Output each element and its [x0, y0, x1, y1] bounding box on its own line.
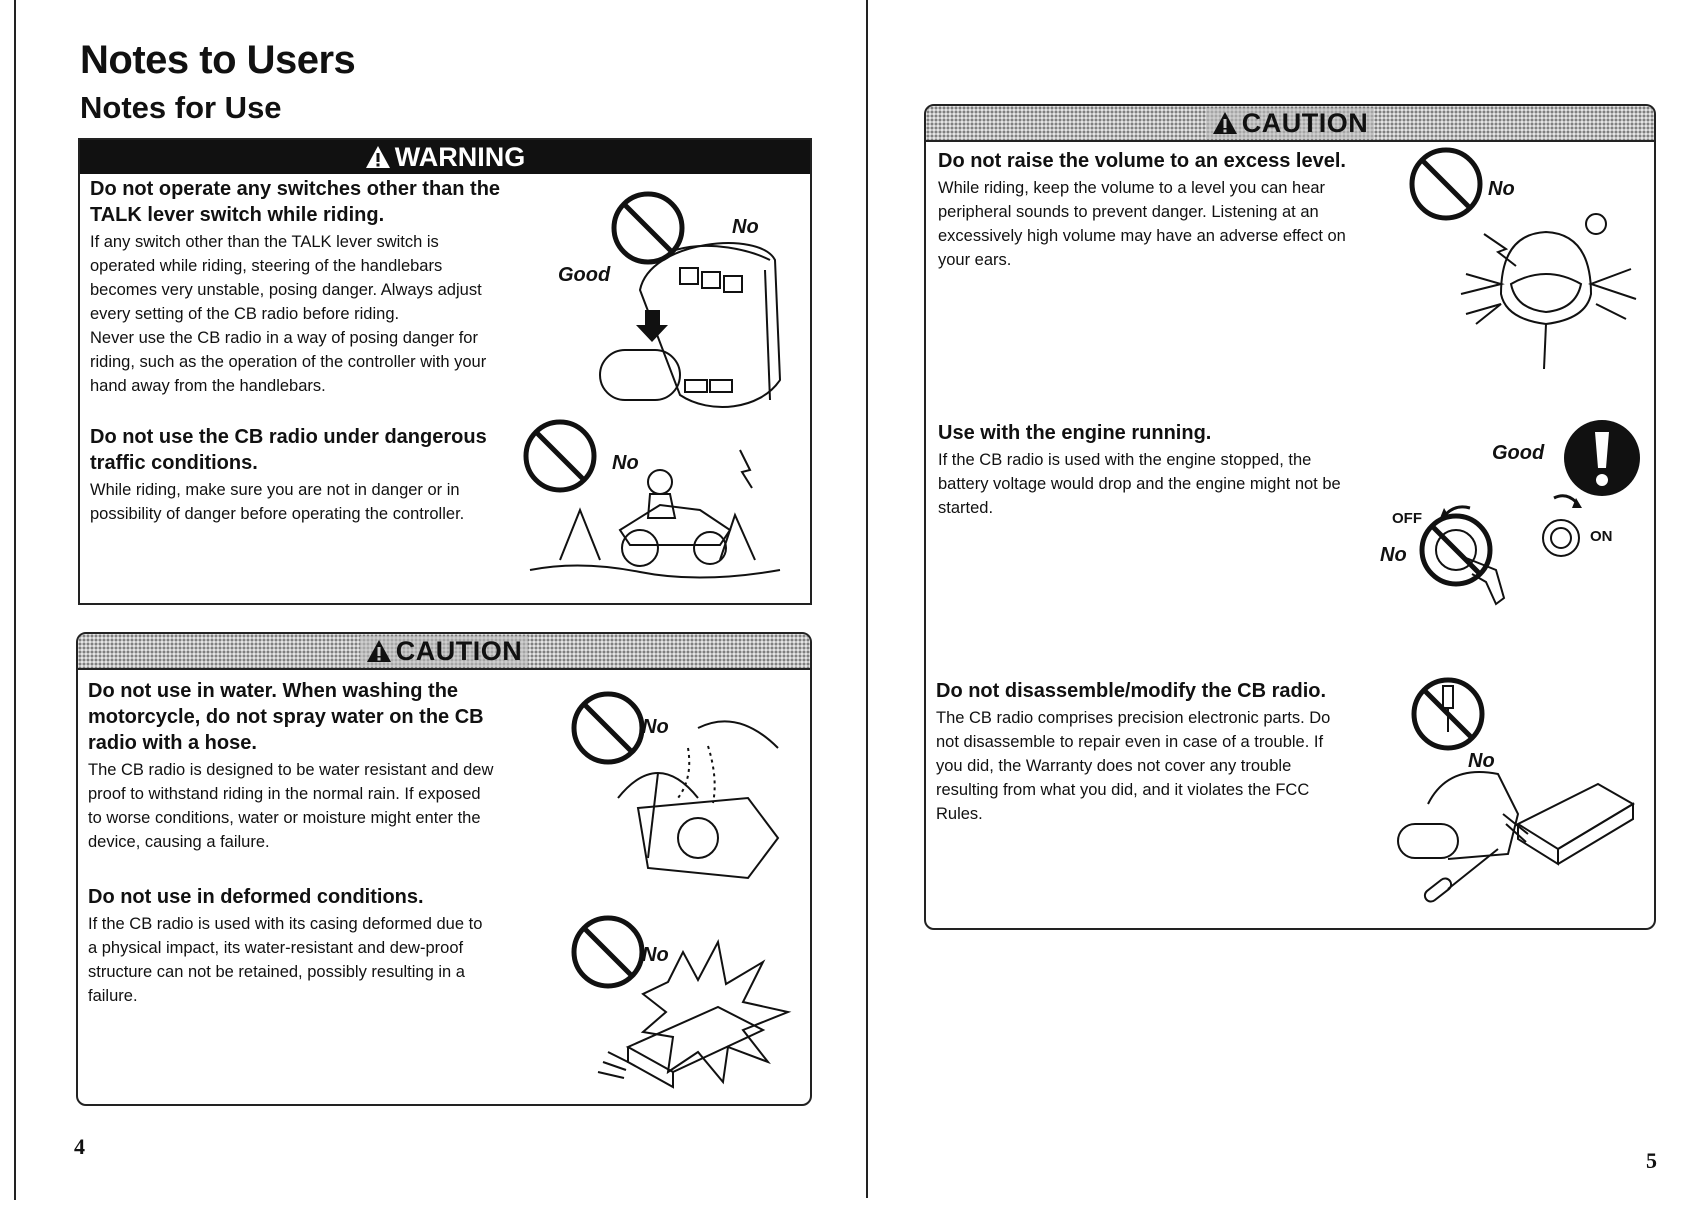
- label-no: No: [732, 216, 759, 238]
- heading-line: TALK lever switch while riding.: [90, 204, 385, 226]
- page-number-right: 5: [1646, 1148, 1657, 1173]
- disassemble-illustration: [1388, 674, 1638, 914]
- warning-header-text: WARNING: [394, 141, 526, 172]
- body-line: peripheral sounds to prevent danger. Listening at an: [938, 203, 1319, 221]
- body-line: structure can not be retained, possibly resulting in a: [88, 963, 465, 981]
- body-line: becomes very unstable, posing danger. Always adjust: [90, 281, 482, 299]
- helmet-volume-illustration: [1406, 144, 1646, 374]
- section-body: [938, 448, 1398, 520]
- heading-line: Do not use the CB radio under dangerous: [90, 426, 487, 448]
- body-line: If any switch other than the TALK lever switch is: [90, 233, 439, 251]
- label-good: Good: [558, 264, 611, 286]
- body-line: resulting from what you did, and it violates the FCC: [936, 781, 1310, 799]
- deformed-radio-illustration: [548, 912, 808, 1092]
- caution-header-text: CAUTION: [395, 635, 523, 666]
- body-line: failure.: [88, 987, 138, 1005]
- label-on: ON: [1590, 528, 1613, 545]
- body-line: not disassemble to repair even in case of a trouble. If: [936, 733, 1324, 751]
- body-line: to worse conditions, water or moisture might enter the: [88, 809, 481, 827]
- section-heading: [936, 678, 1396, 704]
- label-off: OFF: [1392, 510, 1422, 527]
- section-body: [936, 706, 1396, 826]
- caution-box-left: [76, 632, 812, 1106]
- page-subtitle: Notes for Use: [80, 90, 282, 125]
- heading-line: Use with the engine running.: [938, 422, 1212, 444]
- label-no: No: [1488, 178, 1515, 200]
- heading-line: Do not operate any switches other than the: [90, 178, 501, 200]
- section-heading: [938, 148, 1398, 174]
- heading-line: Do not raise the volume to an excess level.: [938, 150, 1346, 172]
- washing-motorcycle-illustration: [548, 688, 798, 888]
- heading-line: Do not use in water. When washing the: [88, 680, 459, 702]
- caution-box-right: [924, 104, 1656, 930]
- warning-header-bar: [80, 140, 810, 174]
- caution-section-disassemble: [936, 678, 1396, 826]
- label-no: No: [642, 944, 669, 966]
- body-line: operated while riding, steering of the handlebars: [90, 257, 443, 275]
- label-no: No: [1380, 544, 1407, 566]
- handlebar-switch-illustration: [560, 180, 800, 420]
- motorcycle-traffic-illustration: [520, 420, 790, 600]
- label-no: No: [1468, 750, 1495, 772]
- section-heading: [938, 420, 1398, 446]
- caution-section-engine: [938, 420, 1398, 520]
- label-no: No: [642, 716, 669, 738]
- body-line: your ears.: [938, 251, 1012, 269]
- body-line: a physical impact, its water-resistant and dew-proof: [88, 939, 464, 957]
- body-line: Never use the CB radio in a way of posing danger for: [90, 329, 478, 347]
- page-number-left: 4: [74, 1134, 85, 1159]
- section-body: [88, 758, 548, 854]
- body-line: started.: [938, 499, 994, 517]
- caution-section-water: [88, 678, 548, 854]
- warning-section-switches: [90, 176, 560, 398]
- heading-line: Do not use in deformed conditions.: [88, 886, 424, 908]
- body-line: you did, the Warranty does not cover any trouble: [936, 757, 1292, 775]
- section-heading: [90, 424, 510, 476]
- page-title: Notes to Users: [80, 38, 356, 82]
- warning-triangle-icon: [366, 639, 392, 663]
- section-body: [88, 912, 548, 1008]
- warning-box: [78, 138, 812, 605]
- body-line: hand away from the handlebars.: [90, 377, 326, 395]
- heading-line: motorcycle, do not spray water on the CB: [88, 706, 484, 728]
- caution-header-text: CAUTION: [1241, 107, 1369, 138]
- body-line: If the CB radio is used with its casing deformed due to: [88, 915, 483, 933]
- warning-section-traffic: [90, 424, 510, 526]
- body-line: While riding, make sure you are not in danger or in: [90, 481, 460, 499]
- caution-section-volume: [938, 148, 1398, 272]
- body-line: every setting of the CB radio before riding.: [90, 305, 400, 323]
- warning-triangle-icon: [1212, 111, 1238, 135]
- body-line: battery voltage would drop and the engine might not be: [938, 475, 1341, 493]
- section-heading: [88, 678, 548, 756]
- body-line: The CB radio is designed to be water resistant and dew: [88, 761, 494, 779]
- heading-line: Do not disassemble/modify the CB radio.: [936, 680, 1327, 702]
- section-body: [938, 176, 1398, 272]
- body-line: excessively high volume may have an adverse effect on: [938, 227, 1346, 245]
- left-page-edge: [14, 0, 16, 1200]
- caution-section-deformed: [88, 884, 548, 1008]
- section-body: [90, 230, 560, 398]
- section-heading: [90, 176, 560, 228]
- heading-line: traffic conditions.: [90, 452, 258, 474]
- warning-triangle-icon: [365, 145, 391, 169]
- label-no: No: [612, 452, 639, 474]
- label-good: Good: [1492, 442, 1545, 464]
- body-line: The CB radio comprises precision electronic parts. Do: [936, 709, 1331, 727]
- body-line: Rules.: [936, 805, 983, 823]
- section-heading: [88, 884, 548, 910]
- body-line: If the CB radio is used with the engine stopped, the: [938, 451, 1312, 469]
- body-line: proof to withstand riding in the normal rain. If exposed: [88, 785, 481, 803]
- body-line: riding, such as the operation of the controller with your: [90, 353, 487, 371]
- caution-header-bar: [78, 634, 810, 670]
- ignition-key-illustration: [1386, 478, 1606, 608]
- section-body: [90, 478, 510, 526]
- body-line: possibility of danger before operating the controller.: [90, 505, 465, 523]
- body-line: While riding, keep the volume to a level you can hear: [938, 179, 1326, 197]
- caution-header-bar: [926, 106, 1654, 142]
- page-spine: [866, 0, 868, 1198]
- body-line: device, causing a failure.: [88, 833, 270, 851]
- heading-line: radio with a hose.: [88, 732, 257, 754]
